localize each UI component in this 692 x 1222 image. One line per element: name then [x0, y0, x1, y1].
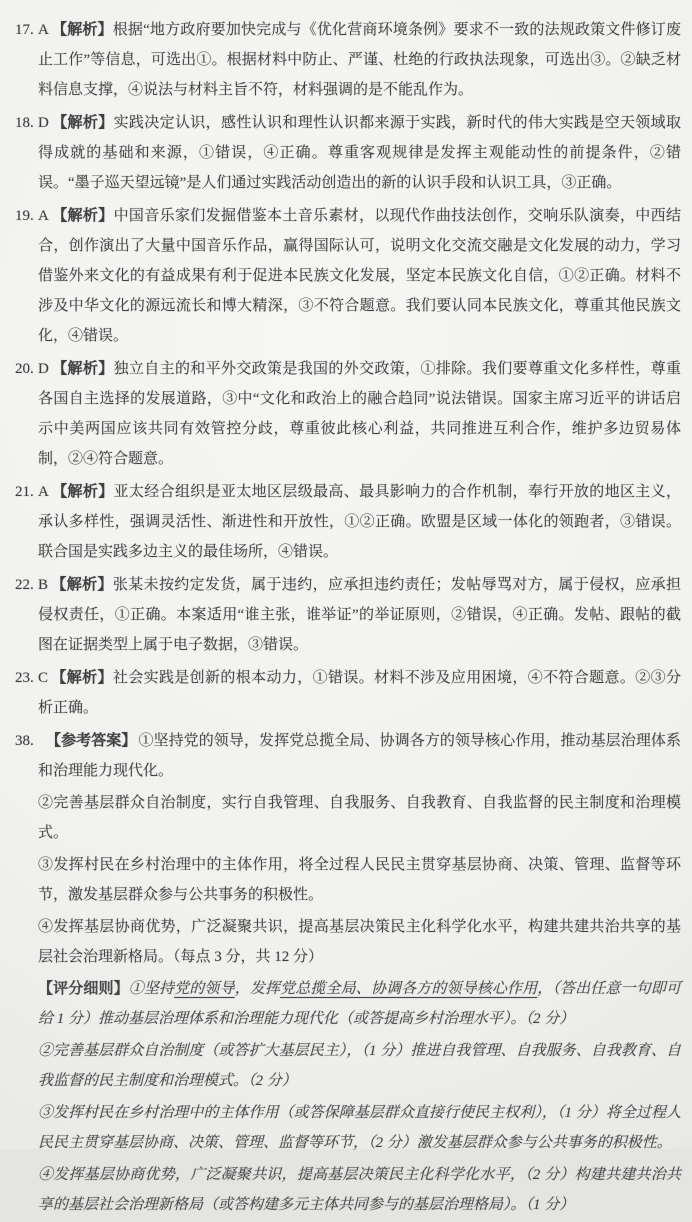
reference-point-4: ④发挥基层协商优势，广泛凝聚共识，提高基层决策民主化科学化水平，构建共建共治共享的基层社会治理新格局。（每点 3 分，共 12 分） [38, 919, 681, 965]
answer-item-21 [15, 477, 681, 567]
answer-item-18 [15, 108, 681, 198]
reference-answer-tag: 【参考答案】 [46, 732, 137, 749]
question-number: 18. [15, 115, 34, 131]
answer-item-23 [15, 663, 681, 723]
reference-point-3: ③发挥村民在乡村治理中的主体作用，将全过程人民民主贯穿基层协商、决策、管理、监督等环节，激发基层群众参与公共事务的积极性。 [38, 857, 681, 903]
analysis-text: 独立自主的和平外交政策是我国的外交政策，①排除。我们要尊重文化多样性，尊重各国自主选择的发展道路，③中“文化和政治上的融合趋同”说法错误。国家主席习近平的讲话启示中美两国应该共同有效管控分歧，尊重彼此核心利益，共同推进互利合作，维护多边贸易体制，②④符合题意。 [38, 361, 681, 467]
analysis-text: 张某未按约定发货，属于违约，应承担违约责任；发帖辱骂对方，属于侵权，应承担侵权责任，①正确。本案适用“谁主张，谁举证”的举证原则，②错误，④正确。发帖、跟帖的截图在证据类型上属于电子数据，③错误。 [38, 577, 681, 653]
question-38-block [15, 726, 681, 1222]
question-number: 17. [15, 22, 34, 38]
analysis-tag: 【解析】 [51, 576, 113, 593]
analysis-text: 根据“地方政府要加快完成与《优化营商环境条例》要求不一致的法规政策文件修订废止工作”等信息，可选出①。根据材料中防止、严谨、杜绝的行政执法现象，可选出③。②缺乏材料信息支撑，④说法与材料主旨不符，材料强调的是不能乱作为。 [38, 22, 681, 98]
question-number: 19. [15, 208, 34, 224]
answer-body [38, 108, 681, 198]
analysis-tag: 【解析】 [51, 207, 114, 224]
answer-body [38, 354, 681, 474]
answer-option: D [38, 361, 49, 377]
answer-item-19 [15, 201, 681, 351]
answer-item-22 [15, 570, 681, 660]
analysis-tag: 【解析】 [51, 21, 113, 38]
reference-point-1-text: ①坚持党的领导，发挥党总揽全局、协调各方的领导核心作用，推动基层治理体系和治理能力现代化。 [38, 733, 681, 779]
analysis-tag: 【解析】 [51, 669, 113, 686]
analysis-tag: 【解析】 [51, 114, 114, 131]
question-number: 22. [15, 577, 34, 593]
reference-point-2: ②完善基层群众自治制度，实行自我管理、自我服务、自我教育、自我监督的民主制度和治理模式。 [38, 795, 681, 841]
rubric-point-1 [38, 974, 681, 1034]
question-number: 23. [15, 670, 34, 686]
analysis-text: 社会实践是创新的根本动力，①错误。材料不涉及应用困境，④不符合题意。②③分析正确。 [38, 670, 681, 716]
analysis-text: 实践决定认识，感性认识和理性认识都来源于实践，新时代的伟大实践是空天领域取得成就的基础和来源，①错误，④正确。尊重客观规律是发挥主观能动性的前提条件，②错误。“墨子巡天望远镜”是人们通过实践活动创造出的新的认识手段和认识工具，③正确。 [38, 115, 681, 191]
rubric-point-4: ④发挥基层协商优势，广泛凝聚共识，提高基层决策民主化科学化水平，（2 分）构建共建共治共享的基层社会治理新格局（或答构建多元主体共同参与的基层治理格局）。（1 分） [38, 1167, 681, 1213]
rubric-tag: 【评分细则】 [38, 980, 129, 997]
answer-option: C [38, 670, 49, 686]
question-38-body [38, 726, 681, 1222]
question-number: 38. [15, 733, 34, 749]
analysis-text: 中国音乐家们发掘借鉴本土音乐素材，以现代作曲技法创作，交响乐队演奏，中西结合，创作演出了大量中国音乐作品，赢得国际认可，说明文化交流交融是文化发展的动力，学习借鉴外来文化的有益成果有利于促进本民族文化发展，坚定本民族文化自信，①②正确。材料不涉及中华文化的源远流长和博大精深，③不符合题意。我们要认同本民族文化，尊重其他民族文化，④错误。 [38, 208, 681, 344]
analysis-tag: 【解析】 [51, 360, 114, 377]
analysis-tag: 【解析】 [51, 483, 114, 500]
analysis-text: 亚太经合组织是亚太地区层级最高、最具影响力的合作机制，奉行开放的地区主义，承认多样性，强调灵活性、渐进性和开放性，①②正确。欧盟是区域一体化的领跑者，③错误。联合国是实践多边主义的最佳场所，④错误。 [38, 484, 681, 560]
answer-item-17 [15, 15, 681, 105]
answer-body [38, 663, 681, 723]
rubric-point-3: ③发挥村民在乡村治理中的主体作用（或答保障基层群众直接行使民主权利），（1 分）将全过程人民民主贯穿基层协商、决策、管理、监督等环节，（2 分）激发基层群众参与公共事务的积极性。 [38, 1105, 681, 1151]
rubric-point-1-text: ①坚持党的领导，发挥党总揽全局、协调各方的领导核心作用，（答出任意一句即可给 1 分）推动基层治理体系和治理能力现代化（或答提高乡村治理水平）。（2 分） [38, 981, 681, 1027]
question-number: 20. [15, 361, 34, 377]
answer-option: A [38, 208, 49, 224]
answer-body [38, 15, 681, 105]
answer-body [38, 201, 681, 351]
reference-point-1 [38, 726, 681, 786]
answer-option: A [38, 22, 49, 38]
answer-option: B [38, 577, 49, 593]
question-number: 21. [15, 484, 34, 500]
answer-item-20 [15, 354, 681, 474]
rubric-point-2: ②完善基层群众自治制度（或答扩大基层民主），（1 分）推进自我管理、自我服务、自我教育、自我监督的民主制度和治理模式。（2 分） [38, 1043, 681, 1089]
answer-option: A [38, 484, 49, 500]
answer-option: D [38, 115, 49, 131]
answer-body [38, 570, 681, 660]
answer-body [38, 477, 681, 567]
